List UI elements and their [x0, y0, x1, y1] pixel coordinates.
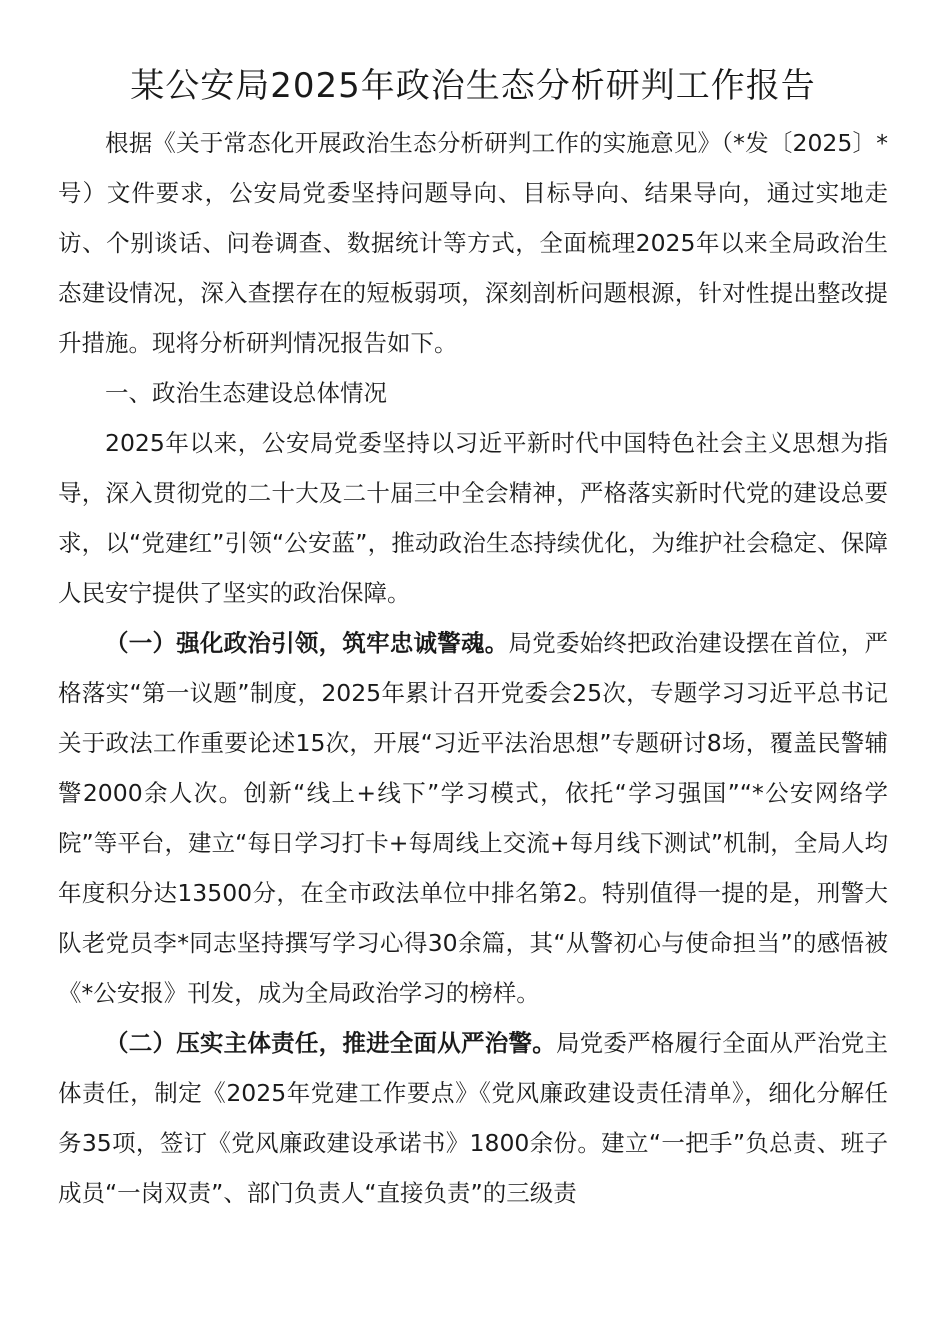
item-1-heading: （一）强化政治引领，筑牢忠诚警魂。 — [105, 629, 509, 657]
item-1-paragraph — [58, 618, 888, 1018]
item-2-heading: （二）压实主体责任，推进全面从严治警。 — [105, 1029, 556, 1057]
item-1-text: 局党委始终把政治建设摆在首位，严格落实“第一议题”制度，2025年累计召开党委会25次，专题学习习近平总书记关于政法工作重要论述15次，开展“习近平法治思想”专题研讨8场，覆盖民警辅警2000余人次。创新“线上+线下”学习模式，依托“学习强国”“*公安网络学院”等平台，建立“每日学习打卡+每周线上交流+每月线下测试”机制，全局人均年度积分达13500分，在全市政法单位中排名第2。特别值得一提的是，刑警大队老党员李*同志坚持撰写学习心得30余篇，其“从警初心与使命担当”的感悟被《*公安报》刊发，成为全局政治学习的榜样。 — [58, 629, 888, 1007]
section-1-paragraph: 2025年以来，公安局党委坚持以习近平新时代中国特色社会主义思想为指导，深入贯彻党的二十大及二十届三中全会精神，严格落实新时代党的建设总要求，以“党建红”引领“公安蓝”，推动政治生态持续优化，为维护社会稳定、保障人民安宁提供了坚实的政治保障。 — [58, 429, 888, 607]
section-1-heading: 一、政治生态建设总体情况 — [105, 379, 387, 407]
document-title: 某公安局2025年政治生态分析研判工作报告 — [130, 66, 816, 106]
item-2-text: 局党委严格履行全面从严治党主体责任，制定《2025年党建工作要点》《党风廉政建设责任清单》，细化分解任务35项，签订《党风廉政建设承诺书》1800余份。建立“一把手”负总责、班子成员“一岗双责”、部门负责人“直接负责”的三级责 — [58, 1029, 888, 1207]
item-2-paragraph — [58, 1018, 888, 1218]
intro-paragraph: 根据《关于常态化开展政治生态分析研判工作的实施意见》（*发〔2025〕*号）文件要求，公安局党委坚持问题导向、目标导向、结果导向，通过实地走访、个别谈话、问卷调查、数据统计等方式，全面梳理2025年以来全局政治生态建设情况，深入查摆存在的短板弱项，深刻剖析问题根源，针对性提出整改提升措施。现将分析研判情况报告如下。 — [58, 129, 888, 357]
